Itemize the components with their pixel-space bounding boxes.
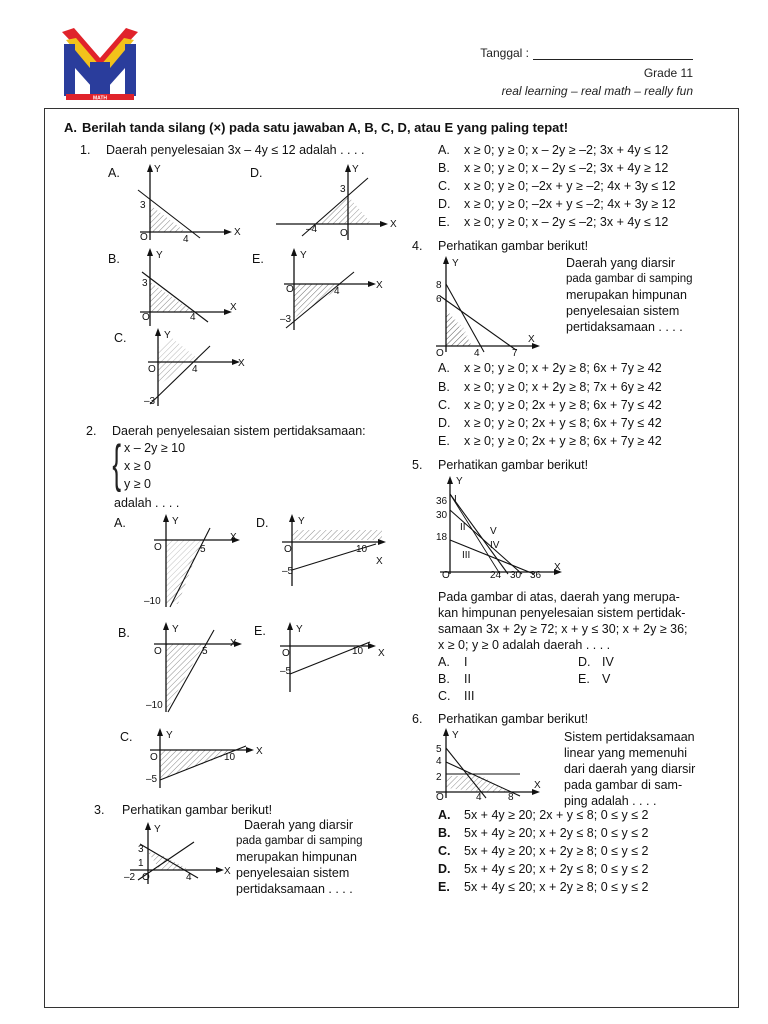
- svg-text:1: 1: [138, 858, 144, 869]
- svg-text:Y: Y: [154, 164, 161, 175]
- svg-text:Y: Y: [156, 250, 163, 261]
- q1-label-b: B.: [108, 252, 120, 266]
- date-label: Tanggal :: [480, 46, 529, 60]
- q1-number: 1.: [80, 143, 91, 157]
- svg-text:X: X: [234, 227, 241, 238]
- svg-text:4: 4: [476, 792, 482, 803]
- q4-opt-b-letter[interactable]: B.: [438, 380, 450, 394]
- q2-sys-1: x – 2y ≥ 10: [124, 441, 186, 455]
- svg-text:6: 6: [436, 294, 442, 305]
- svg-text:Y: Y: [456, 476, 463, 487]
- q2-brace: {: [112, 435, 122, 493]
- q1-opt-c-text: x ≥ 0; y ≥ 0; –2x + y ≥ –2; 4x + 3y ≤ 12: [464, 179, 676, 193]
- svg-text:Y: Y: [296, 624, 303, 635]
- svg-text:30: 30: [510, 570, 522, 581]
- svg-text:Y: Y: [172, 624, 179, 635]
- q2-label-c: C.: [120, 730, 133, 744]
- svg-text:O: O: [150, 752, 158, 763]
- q6-opt-a-text: 5x + 4y ≥ 20; 2x + y ≤ 8; 0 ≤ y ≤ 2: [464, 808, 649, 822]
- svg-text:O: O: [154, 646, 162, 657]
- q1-graph-d: [272, 160, 397, 250]
- q6-desc-2: linear yang memenuhi: [564, 746, 687, 760]
- q4-desc-4: penyelesaian sistem: [566, 304, 680, 318]
- q5-opt-a-letter[interactable]: A.: [438, 655, 450, 669]
- q3-desc-2: pada gambar di samping: [236, 835, 363, 847]
- svg-text:O: O: [148, 364, 156, 375]
- q6-opt-b-text: 5x + 4y ≥ 20; x + 2y ≤ 8; 0 ≤ y ≤ 2: [464, 826, 649, 840]
- svg-text:O: O: [282, 648, 290, 659]
- svg-text:4: 4: [186, 872, 192, 883]
- q1-label-a: A.: [108, 166, 120, 180]
- svg-text:X: X: [376, 280, 383, 291]
- svg-text:Y: Y: [300, 250, 307, 261]
- svg-text:4: 4: [190, 312, 196, 323]
- q5-opt-c-letter[interactable]: C.: [438, 689, 451, 703]
- q4-number: 4.: [412, 239, 423, 253]
- svg-text:X: X: [554, 562, 561, 573]
- q1-graph-c: [140, 326, 250, 416]
- svg-text:–5: –5: [280, 666, 292, 677]
- svg-text:18: 18: [436, 532, 448, 543]
- q1-opt-e-text: x ≥ 0; y ≥ 0; x – 2y ≤ –2; 3x + 4y ≤ 12: [464, 215, 669, 229]
- svg-text:10: 10: [356, 544, 368, 555]
- q1c-svg: [140, 326, 250, 411]
- school-logo: [60, 28, 140, 104]
- svg-text:4: 4: [183, 234, 189, 245]
- q4-graph: [424, 254, 554, 359]
- q4-desc-3: merupakan himpunan: [566, 288, 687, 302]
- motto-text: real learning – real math – really fun: [501, 84, 693, 98]
- q2-graph-e: [274, 620, 394, 700]
- q5-opt-e-text: V: [602, 672, 611, 686]
- svg-text:O: O: [284, 544, 292, 555]
- svg-text:X: X: [230, 302, 237, 313]
- q4-opt-b-text: x ≥ 0; y ≥ 0; x + 2y ≥ 8; 7x + 6y ≥ 42: [464, 380, 662, 394]
- q2-graph-a: [144, 512, 254, 612]
- q2-label-d: D.: [256, 516, 269, 530]
- q4-desc-5: pertidaksamaan . . . .: [566, 320, 683, 334]
- svg-text:3: 3: [142, 278, 148, 289]
- svg-text:–2: –2: [124, 872, 136, 883]
- q6-opt-d-text: 5x + 4y ≤ 20; x + 2y ≤ 8; 0 ≤ y ≤ 2: [464, 862, 649, 876]
- q2e-svg: [274, 620, 394, 695]
- svg-text:–4: –4: [306, 224, 318, 235]
- svg-text:II: II: [460, 522, 466, 533]
- q2a-svg: [144, 512, 254, 607]
- q1-opt-a-letter[interactable]: A.: [438, 143, 450, 157]
- svg-text:X: X: [256, 746, 263, 757]
- svg-text:O: O: [286, 284, 294, 295]
- q5-opt-d-letter[interactable]: D.: [578, 655, 591, 669]
- q6-opt-c-letter[interactable]: C.: [438, 844, 451, 858]
- svg-text:–3: –3: [280, 314, 292, 325]
- q4-svg: [424, 254, 554, 359]
- svg-text:10: 10: [224, 752, 236, 763]
- section-letter: A.: [64, 120, 77, 135]
- logo-icon: [60, 28, 140, 104]
- q6-opt-e-letter[interactable]: E.: [438, 880, 450, 894]
- q2-label-a: A.: [114, 516, 126, 530]
- svg-text:8: 8: [508, 792, 514, 803]
- q5-number: 5.: [412, 458, 423, 472]
- q6-opt-a-letter[interactable]: A.: [438, 808, 451, 822]
- q2-sys-2: x ≥ 0: [124, 459, 152, 473]
- q6-desc-4: pada gambar di sam-: [564, 778, 683, 792]
- svg-text:–10: –10: [144, 596, 161, 607]
- q3-desc-4: penyelesaian sistem: [236, 866, 350, 880]
- svg-text:Y: Y: [452, 258, 459, 269]
- svg-text:5: 5: [202, 646, 208, 657]
- q3-graph: [124, 822, 244, 893]
- svg-text:O: O: [340, 228, 348, 239]
- svg-text:30: 30: [436, 510, 448, 521]
- svg-text:3: 3: [138, 844, 144, 855]
- svg-text:4: 4: [192, 364, 198, 375]
- svg-text:4: 4: [474, 348, 480, 359]
- svg-text:O: O: [142, 872, 150, 883]
- q3-desc-5: pertidaksamaan . . . .: [236, 882, 353, 896]
- svg-text:–10: –10: [146, 700, 163, 711]
- q1a-svg: [128, 160, 241, 245]
- svg-text:4: 4: [334, 286, 340, 297]
- svg-text:O: O: [154, 542, 162, 553]
- svg-text:Y: Y: [154, 824, 161, 835]
- q5-text: Perhatikan gambar berikut!: [438, 458, 589, 472]
- q5-desc-2: kan himpunan penyelesaian sistem pertidak-: [438, 606, 686, 620]
- q6-svg: [428, 726, 548, 802]
- svg-text:Y: Y: [172, 516, 179, 527]
- q5-desc-4: x ≥ 0; y ≥ 0 adalah daerah . . . .: [438, 638, 611, 652]
- svg-text:X: X: [534, 780, 541, 791]
- q6-opt-e-text: 5x + 4y ≤ 20; x + 2y ≥ 8; 0 ≤ y ≤ 2: [464, 880, 649, 894]
- q6-text: Perhatikan gambar berikut!: [438, 712, 589, 726]
- svg-text:7: 7: [512, 348, 518, 359]
- svg-text:5: 5: [200, 544, 206, 555]
- q4-opt-a-text: x ≥ 0; y ≥ 0; x + 2y ≥ 8; 6x + 7y ≥ 42: [464, 361, 662, 375]
- q1-graph-a: [128, 160, 241, 250]
- q6-opt-c-text: 5x + 4y ≥ 20; x + 2y ≥ 8; 0 ≤ y ≤ 2: [464, 844, 649, 858]
- svg-text:IV: IV: [490, 540, 500, 551]
- q4-opt-d-text: x ≥ 0; y ≥ 0; 2x + y ≤ 8; 6x + 7y ≤ 42: [464, 416, 662, 430]
- q6-opt-b-letter[interactable]: B.: [438, 826, 451, 840]
- q5-opt-e-letter[interactable]: E.: [578, 672, 590, 686]
- svg-text:X: X: [528, 334, 535, 345]
- svg-text:X: X: [390, 219, 397, 230]
- q3-desc-3: merupakan himpunan: [236, 850, 357, 864]
- q1-opt-e-letter[interactable]: E.: [438, 215, 450, 229]
- q4-opt-a-letter[interactable]: A.: [438, 361, 450, 375]
- svg-text:–5: –5: [282, 566, 294, 577]
- svg-text:4: 4: [436, 756, 442, 767]
- date-field: [480, 46, 693, 60]
- q2-text: Daerah penyelesaian sistem pertidaksamaan:: [112, 424, 366, 438]
- svg-text:III: III: [462, 550, 471, 561]
- q1-opt-a-text: x ≥ 0; y ≥ 0; x – 2y ≥ –2; 3x + 4y ≤ 12: [464, 143, 669, 157]
- q2-number: 2.: [86, 424, 97, 438]
- q2-graph-d: [276, 512, 396, 597]
- q2-label-b: B.: [118, 626, 130, 640]
- svg-text:MATH: MATH: [92, 95, 108, 102]
- svg-text:Y: Y: [298, 516, 305, 527]
- q2d-svg: [276, 512, 396, 592]
- q6-number: 6.: [412, 712, 423, 726]
- svg-text:X: X: [376, 556, 383, 567]
- q2-graph-c: [142, 728, 268, 799]
- svg-text:O: O: [142, 312, 150, 323]
- q2-tail: adalah . . . .: [114, 496, 180, 510]
- svg-text:O: O: [140, 232, 148, 243]
- q1-opt-d-text: x ≥ 0; y ≥ 0; –2x + y ≤ –2; 4x + 3y ≥ 12: [464, 197, 676, 211]
- q1-opt-d-letter[interactable]: D.: [438, 197, 451, 211]
- svg-text:V: V: [490, 526, 497, 537]
- q2-graph-b: [146, 620, 256, 720]
- q1e-svg: [276, 246, 386, 336]
- q1-opt-b-text: x ≥ 0; y ≥ 0; x – 2y ≤ –2; 3x + 4y ≥ 12: [464, 161, 669, 175]
- q5-desc-1: Pada gambar di atas, daerah yang merupa-: [438, 590, 680, 604]
- section-instruction: Berilah tanda silang (×) pada satu jawaban A, B, C, D, atau E yang paling tepat!: [82, 120, 569, 135]
- svg-text:8: 8: [436, 280, 442, 291]
- q1-opt-b-letter[interactable]: B.: [438, 161, 450, 175]
- q2c-svg: [142, 728, 268, 794]
- q6-opt-d-letter[interactable]: D.: [438, 862, 451, 876]
- q4-desc-2: pada gambar di samping: [566, 273, 693, 285]
- q4-text: Perhatikan gambar berikut!: [438, 239, 589, 253]
- q5-opt-b-text: II: [464, 672, 471, 686]
- svg-text:X: X: [378, 648, 385, 659]
- q1-label-d: D.: [250, 166, 263, 180]
- svg-text:Y: Y: [164, 330, 171, 341]
- q6-desc-1: Sistem pertidaksamaan: [564, 730, 695, 744]
- q5-opt-b-letter[interactable]: B.: [438, 672, 450, 686]
- q3-number: 3.: [94, 803, 105, 817]
- q4-opt-c-text: x ≥ 0; y ≥ 0; 2x + y ≥ 8; 6x + 7y ≤ 42: [464, 398, 662, 412]
- svg-text:Y: Y: [166, 730, 173, 741]
- svg-text:10: 10: [352, 646, 364, 657]
- svg-text:O: O: [436, 348, 444, 359]
- q5-opt-c-text: III: [464, 689, 475, 703]
- q5-desc-3: samaan 3x + 2y ≥ 72; x + y ≤ 30; x + 2y ≥ 36;: [438, 622, 688, 636]
- q1-opt-c-letter[interactable]: C.: [438, 179, 451, 193]
- svg-text:Y: Y: [452, 730, 459, 741]
- svg-text:3: 3: [140, 200, 146, 211]
- svg-text:2: 2: [436, 772, 442, 783]
- svg-text:24: 24: [490, 570, 502, 581]
- q1-label-c: C.: [114, 331, 127, 345]
- q4-opt-e-text: x ≥ 0; y ≥ 0; 2x + y ≥ 8; 6x + 7y ≥ 42: [464, 434, 662, 448]
- q6-desc-3: dari daerah yang diarsir: [564, 762, 696, 776]
- q4-opt-e-letter[interactable]: E.: [438, 434, 450, 448]
- svg-text:–3: –3: [144, 396, 156, 407]
- svg-text:3: 3: [340, 184, 346, 195]
- q5-svg: [424, 474, 574, 584]
- q6-graph: [428, 726, 548, 807]
- q1d-svg: [272, 160, 397, 245]
- q3-svg: [124, 822, 244, 888]
- svg-text:X: X: [230, 532, 237, 543]
- svg-text:36: 36: [530, 570, 542, 581]
- q5-graph: [424, 474, 574, 589]
- svg-text:–5: –5: [146, 774, 158, 785]
- date-blank: [533, 48, 693, 60]
- q3-text: Perhatikan gambar berikut!: [122, 803, 273, 817]
- q5-opt-d-text: IV: [602, 655, 614, 669]
- grade-label: Grade 11: [643, 66, 693, 80]
- q6-desc-5: ping adalah . . . .: [564, 794, 657, 808]
- svg-text:I: I: [454, 494, 457, 505]
- q3-desc-1: Daerah yang diarsir: [244, 818, 354, 832]
- q4-opt-d-letter[interactable]: D.: [438, 416, 451, 430]
- q1-label-e: E.: [252, 252, 264, 266]
- q4-desc-1: Daerah yang diarsir: [566, 256, 676, 270]
- q2-sys-3: y ≥ 0: [124, 477, 152, 491]
- q2b-svg: [146, 620, 256, 715]
- svg-text:Y: Y: [352, 164, 359, 175]
- svg-text:36: 36: [436, 496, 448, 507]
- svg-text:O: O: [442, 570, 450, 581]
- svg-text:5: 5: [436, 744, 442, 755]
- svg-text:O: O: [436, 792, 444, 803]
- q1-graph-e: [276, 246, 386, 341]
- q1-graph-b: [132, 246, 242, 336]
- q5-opt-a-text: I: [464, 655, 468, 669]
- svg-text:X: X: [224, 866, 231, 877]
- q2-label-e: E.: [254, 624, 266, 638]
- q1b-svg: [132, 246, 242, 331]
- q1-text: Daerah penyelesaian 3x – 4y ≤ 12 adalah . . . .: [106, 143, 365, 157]
- svg-text:X: X: [238, 358, 245, 369]
- q4-opt-c-letter[interactable]: C.: [438, 398, 451, 412]
- svg-text:X: X: [230, 638, 237, 649]
